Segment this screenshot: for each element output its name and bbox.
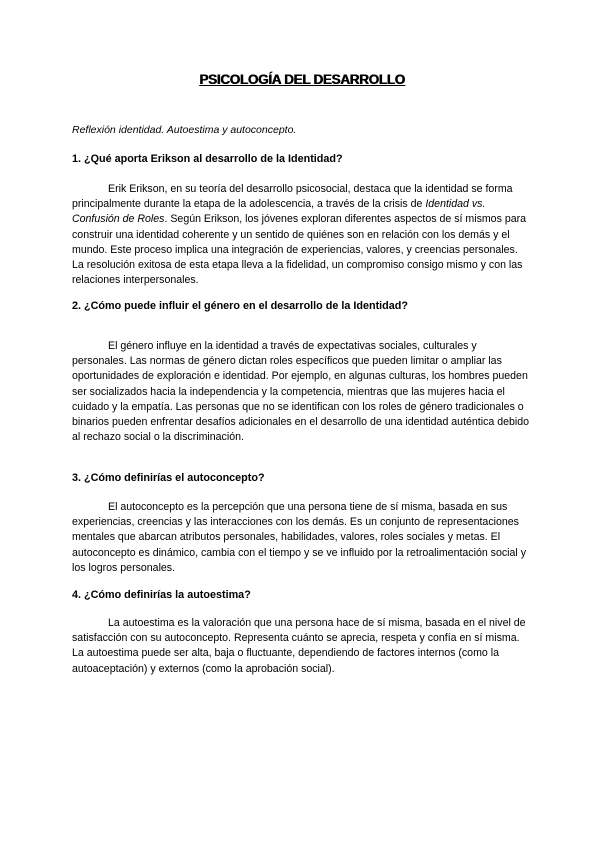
section-4-text: La autoestima es la valoración que una persona hace de sí misma, basada en el nivel de satisfacción con su autoconcepto. Representa cuánto se aprecia, respeta y confía en sí misma. La autoestima puede ser alta, baja o fluctuante, dependiendo de factores internos (como la autoaceptación) y externos (como la aprobación social). (72, 617, 526, 675)
document-title: PSICOLOGÍA DEL DESARROLLO (199, 72, 405, 87)
section-3-paragraph (72, 500, 532, 576)
section-1-paragraph (72, 182, 532, 288)
section-2-heading: 2. ¿Cómo puede influir el género en el desarrollo de la Identidad? (72, 300, 408, 312)
section-3-text: El autoconcepto es la percepción que una persona tiene de sí misma, basada en sus experiencias, creencias y las interacciones con los demás. Es un conjunto de representaciones mentales que abarcan atributos personales, habilidades, valores, roles sociales y metas. El autoconcepto es dinámico, cambia con el tiempo y se ve influido por la retroalimentación social y los logros personales. (72, 501, 527, 574)
section-4-heading: 4. ¿Cómo definirías la autoestima? (72, 589, 251, 601)
section-1-heading: 1. ¿Qué aporta Erikson al desarrollo de la Identidad? (72, 153, 343, 165)
section-2-paragraph (72, 339, 532, 445)
section-1-text-before: Erik Erikson, en su teoría del desarrollo psicosocial, destaca que la identidad se forma principalmente durante la etapa de la adolescencia, a través de la crisis de (72, 183, 513, 211)
section-1-text-italic: Identidad vs. Confusión de Roles (72, 198, 486, 226)
section-4-paragraph (72, 616, 532, 677)
document-subtitle: Reflexión identidad. Autoestima y autoconcepto. (72, 124, 297, 136)
section-1-text-after: . Según Erikson, los jóvenes exploran diferentes aspectos de sí mismos para construir una identidad coherente y un sentido de quiénes son en relación con los demás y el mundo. Este proceso implica una integración de experiencias, valores, y creencias personales. La resolución exitosa de esta etapa lleva a la fidelidad, un compromiso consigo mismo y con las relaciones interpersonales. (72, 213, 527, 287)
section-3-heading: 3. ¿Cómo definirías el autoconcepto? (72, 472, 265, 484)
section-2-text: El género influye en la identidad a través de expectativas sociales, culturales y personales. Las normas de género dictan roles específicos que pueden limitar o ampliar las oportunidades de exploración e identidad. Por ejemplo, en algunas culturas, los hombres pueden ser socializados hacia la independencia y la competencia, mientras que las mujeres hacia el cuidado y la empatía. Las personas que no se identifican con los roles de género tradicionales o binarios pueden enfrentar desafíos adicionales en el desarrollo de una identidad auténtica debido al rechazo social o la discriminación. (72, 340, 530, 444)
